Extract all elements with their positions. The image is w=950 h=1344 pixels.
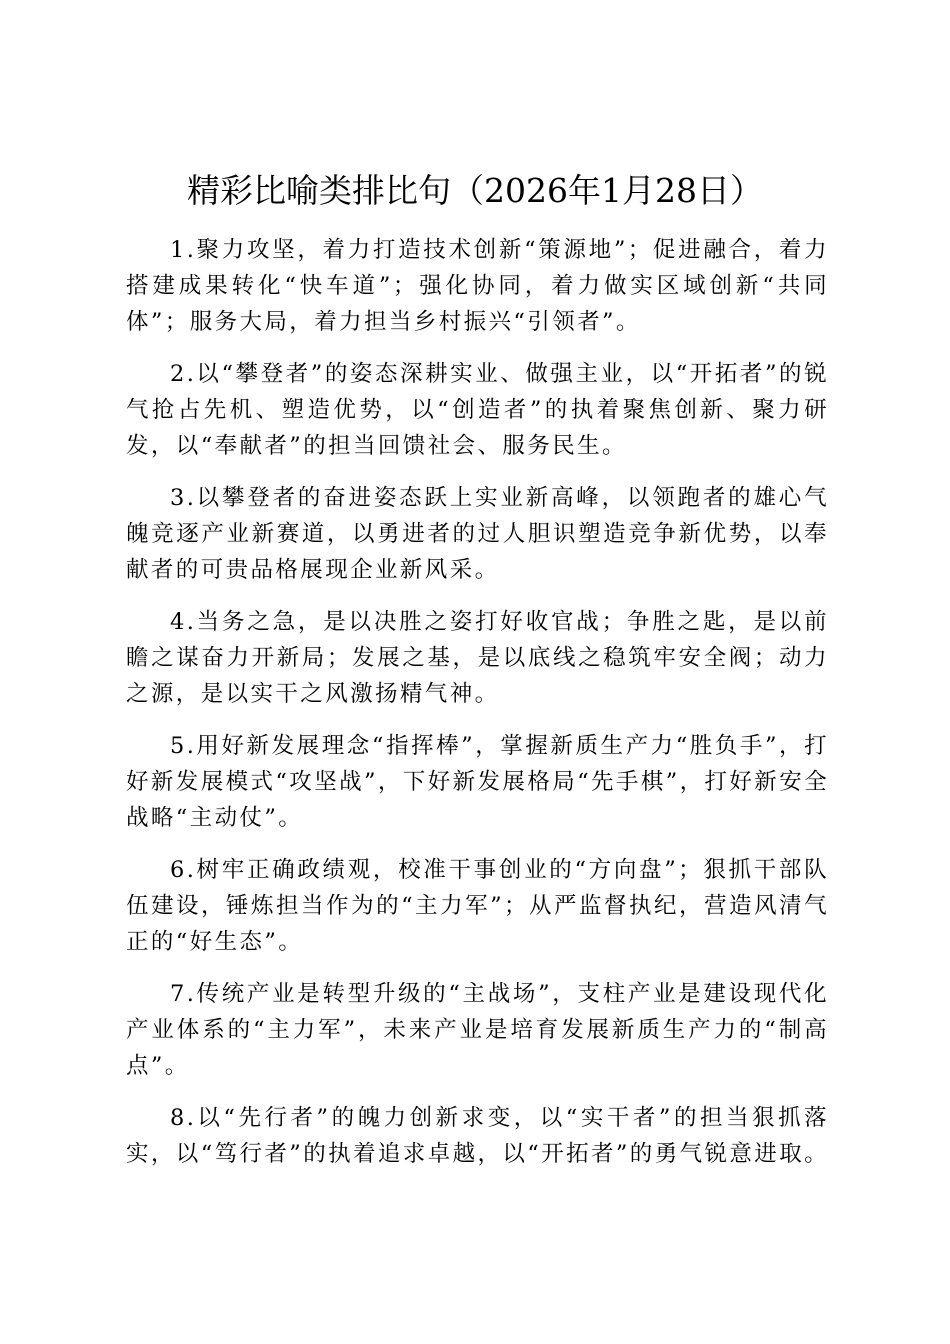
paragraph-6: 6.树牢正确政绩观，校准干事创业的“方向盘”；狠抓干部队伍建设，锤炼担当作为的“主力军”；从严监督执纪，营造风清气正的“好生态”。 bbox=[126, 857, 829, 955]
document-body bbox=[126, 232, 829, 1188]
document-title: 精彩比喻类排比句（2026年1月28日） bbox=[187, 171, 763, 210]
paragraph-2: 2.以“攀登者”的姿态深耕实业、做强主业，以“开拓者”的锐气抢占先机、塑造优势，以“创造者”的执着聚焦创新、聚力研发，以“奉献者”的担当回馈社会、服务民生。 bbox=[126, 361, 829, 459]
paragraph-1: 1.聚力攻坚，着力打造技术创新“策源地”；促进融合，着力搭建成果转化“快车道”；强化协同，着力做实区域创新“共同体”；服务大局，着力担当乡村振兴“引领者”。 bbox=[126, 237, 829, 335]
paragraph-7: 7.传统产业是转型升级的“主战场”，支柱产业是建设现代化产业体系的“主力军”，未来产业是培育发展新质生产力的“制高点”。 bbox=[126, 981, 829, 1079]
paragraph-4: 4.当务之急，是以决胜之姿打好收官战；争胜之匙，是以前瞻之谋奋力开新局；发展之基，是以底线之稳筑牢安全阀；动力之源，是以实干之风激扬精气神。 bbox=[126, 609, 829, 707]
paragraph-3: 3.以攀登者的奋进姿态跃上实业新高峰，以领跑者的雄心气魄竞逐产业新赛道，以勇进者的过人胆识塑造竞争新优势，以奉献者的可贵品格展现企业新风采。 bbox=[126, 485, 829, 583]
paragraph-8: 8.以“先行者”的魄力创新求变，以“实干者”的担当狠抓落实，以“笃行者”的执着追求卓越，以“开拓者”的勇气锐意进取。 bbox=[126, 1105, 830, 1167]
paragraph-5: 5.用好新发展理念“指挥棒”，掌握新质生产力“胜负手”，打好新发展模式“攻坚战”，下好新发展格局“先手棋”，打好新安全战略“主动仗”。 bbox=[126, 733, 830, 831]
